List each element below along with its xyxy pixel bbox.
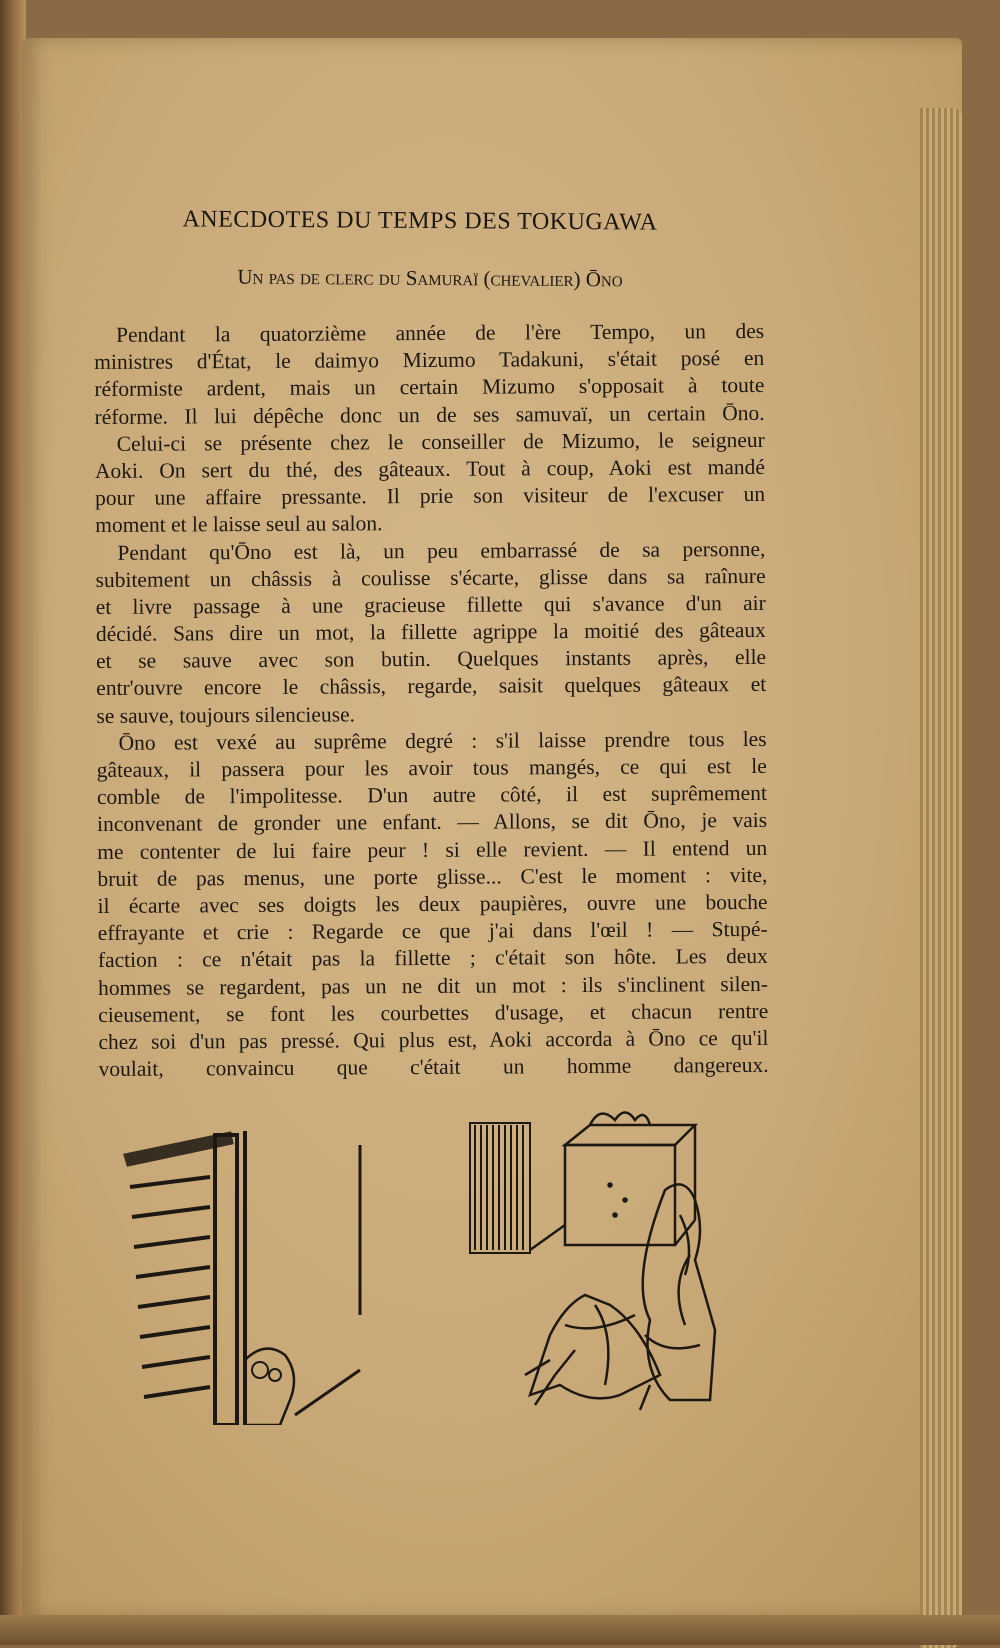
- text-line: inconvenant de gronder une enfant. — Allons, se dit Ōno, je vais: [96, 808, 768, 837]
- text-line: Ōno est vexé au suprême degré : s'il laisse prendre tous les: [118, 726, 767, 755]
- text-line: et se sauve avec son butin. Quelques instants après, elle: [95, 645, 767, 674]
- text-line: Pendant qu'Ōno est là, un peu embarrassé de sa personne,: [117, 536, 766, 565]
- page-title: ANECDOTES DU TEMPS DES TOKUGAWA: [182, 206, 658, 236]
- text-line: bruit de pas menus, une porte glisse... C'est le moment : vite,: [97, 862, 768, 891]
- text-line: cieusement, se font les courbettes d'usage, et chacun rentre: [98, 998, 769, 1027]
- text-line: se sauve, toujours silencieuse.: [96, 702, 356, 728]
- text-line: ministres d'État, le daimyo Mizumo Tadakuni, s'était posé en: [94, 346, 765, 375]
- text-line: entr'ouvre encore le châssis, regarde, saisit quelques gâteaux et: [96, 672, 767, 701]
- text-line: et livre passage à une gracieuse fillette qui s'avance d'un air: [95, 590, 766, 619]
- illustration-host-and-samurai: [465, 1105, 730, 1415]
- text-line: chez soi d'un pas pressé. Qui plus est, Aoki accorda à Ōno ce qu'il: [98, 1025, 769, 1054]
- text-line: effrayante et crie : Regarde ce que j'ai dans l'œil ! — Stupé-: [97, 917, 768, 946]
- body-text: [94, 318, 769, 1083]
- chapter-subtitle: Un pas de clerc du Samuraï (chevalier) Ōno: [237, 264, 623, 292]
- text-line: moment et le laisse seul au salon.: [95, 511, 383, 538]
- text-line: réformiste ardent, mais un certain Mizumo s'opposait à toute: [94, 373, 765, 402]
- text-line: Pendant la quatorzième année de l'ère Tempo, un des: [116, 318, 765, 347]
- text-line: il écarte avec ses doigts les deux paupières, ouvre une bouche: [97, 889, 768, 918]
- text-line: hommes se regardent, pas un ne dit un mot : ils s'inclinent silen-: [97, 971, 769, 1000]
- text-line: pour une affaire pressante. Il prie son visiteur de l'excuser un: [95, 482, 766, 511]
- illustration-girl-at-sliding-door: [120, 1125, 370, 1425]
- text-line: gâteaux, il passera pour les avoir tous mangés, ce qui est le: [96, 753, 767, 782]
- text-line: comble de l'impolitesse. D'un autre côté, il est suprêmement: [96, 781, 767, 810]
- text-line: me contenter de lui faire peur ! si elle revient. — Il entend un: [97, 835, 768, 864]
- text-line: faction : ce n'était pas la fillette ; c'était son hôte. Les deux: [97, 944, 768, 973]
- text-line: voulait, convaincu que c'était un homme dangereux.: [98, 1052, 769, 1082]
- page-edges: [920, 108, 962, 1648]
- text-line: subitement un châssis à coulisse s'écarte, glisse dans sa raînure: [95, 563, 766, 592]
- text-line: Aoki. On sert du thé, des gâteaux. Tout à coup, Aoki est mandé: [94, 454, 765, 483]
- text-line: décidé. Sans dire un mot, la fillette agrippe la moitié des gâteaux: [95, 617, 766, 647]
- text-line: Celui-ci se présente chez le conseiller de Mizumo, le seigneur: [116, 427, 765, 456]
- page-bottom-shadow: [0, 1615, 1000, 1645]
- text-line: réforme. Il lui dépêche donc un de ses samuvaï, un certain Ōno.: [94, 400, 765, 429]
